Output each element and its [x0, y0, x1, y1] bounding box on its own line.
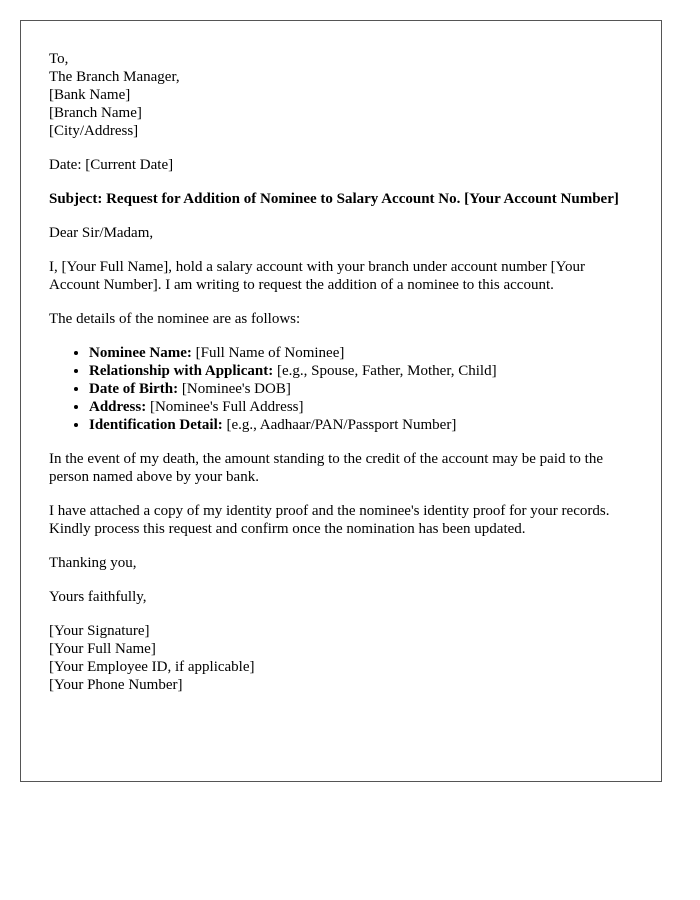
detail-value: [e.g., Aadhaar/PAN/Passport Number] — [222, 417, 457, 433]
death-clause-paragraph: In the event of my death, the amount standing to the credit of the account may be paid to the person named above by your bank. — [49, 451, 603, 485]
recipient-bank-name: [Bank Name] — [49, 87, 131, 103]
detail-label: Address: — [89, 399, 147, 415]
salutation: Dear Sir/Madam, — [49, 225, 154, 241]
detail-value: [Full Name of Nominee] — [191, 345, 345, 361]
detail-label: Identification Detail: — [89, 417, 223, 433]
thanks-line: Thanking you, — [49, 555, 137, 571]
nominee-details-list — [49, 344, 633, 434]
intro-paragraph: I, [Your Full Name], hold a salary account with your branch under account number [Your Account Number]. I am writing to request the addition of a nominee to this account. — [49, 259, 585, 293]
letter-page — [20, 20, 662, 782]
signature-employee-id: [Your Employee ID, if applicable] — [49, 659, 255, 675]
recipient-title: The Branch Manager, — [49, 69, 180, 85]
detail-label: Date of Birth: — [89, 381, 179, 397]
signature-phone: [Your Phone Number] — [49, 677, 183, 693]
list-item — [89, 416, 633, 434]
recipient-address — [49, 50, 633, 140]
attachment-paragraph: I have attached a copy of my identity proof and the nominee's identity proof for your records. Kindly process this request and confirm once the nomination has been updated. — [49, 503, 610, 537]
detail-label: Nominee Name: — [89, 345, 192, 361]
list-item — [89, 380, 633, 398]
list-item — [89, 398, 633, 416]
detail-value: [Nominee's Full Address] — [146, 399, 304, 415]
letter-date: Date: [Current Date] — [49, 157, 174, 173]
details-intro: The details of the nominee are as follows: — [49, 311, 301, 327]
detail-value: [e.g., Spouse, Father, Mother, Child] — [273, 363, 497, 379]
recipient-branch-name: [Branch Name] — [49, 105, 142, 121]
recipient-city-address: [City/Address] — [49, 123, 139, 139]
signature-full-name: [Your Full Name] — [49, 641, 156, 657]
letter-subject: Subject: Request for Addition of Nominee to Salary Account No. [Your Account Number] — [49, 191, 619, 207]
recipient-to: To, — [49, 51, 69, 67]
closing-line: Yours faithfully, — [49, 589, 147, 605]
list-item — [89, 344, 633, 362]
signature-block — [49, 622, 633, 694]
detail-value: [Nominee's DOB] — [178, 381, 291, 397]
signature-placeholder: [Your Signature] — [49, 623, 150, 639]
list-item — [89, 362, 633, 380]
detail-label: Relationship with Applicant: — [89, 363, 274, 379]
